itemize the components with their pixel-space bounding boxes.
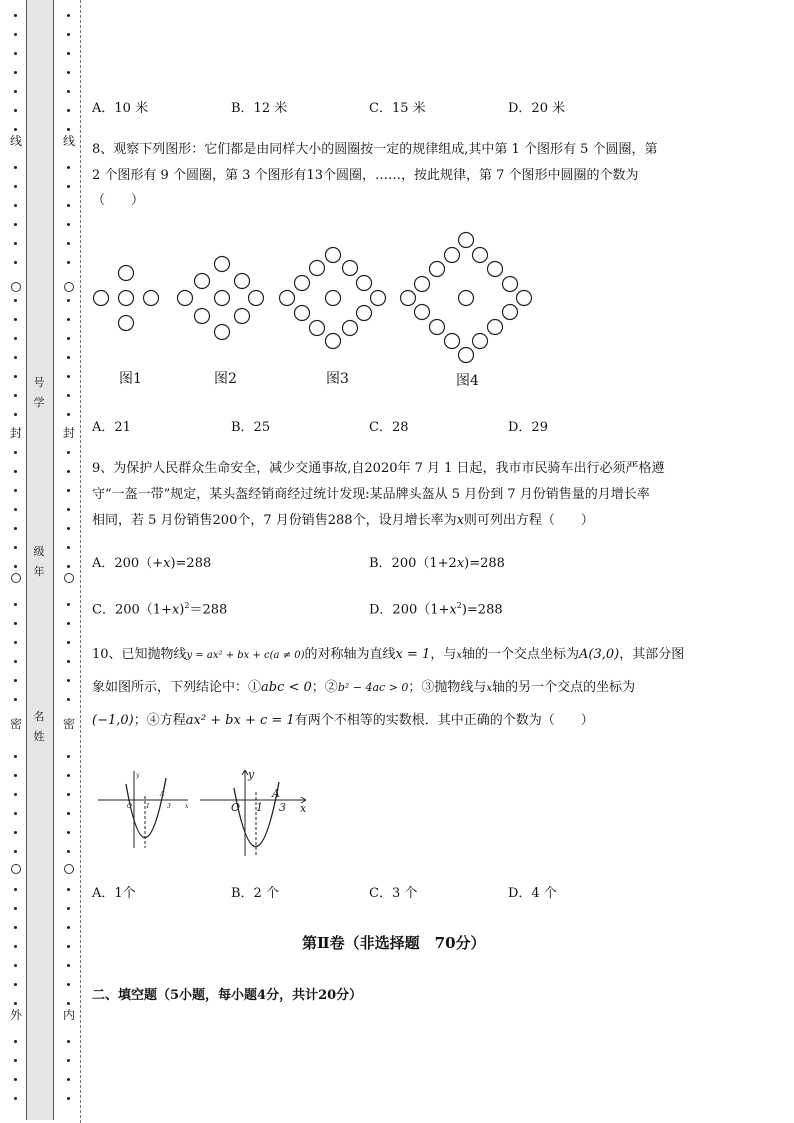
margin-dot: [67, 603, 70, 606]
margin-dot: [14, 90, 17, 93]
tick-3-label: 3: [279, 801, 286, 814]
margin-char-nei: 内: [62, 1008, 75, 1022]
margin-dot: [67, 242, 70, 245]
y-label: y: [248, 768, 255, 781]
x-label: x: [185, 803, 189, 810]
margin-dot: [67, 318, 70, 321]
q9-option-b: B．200（1+2x)=288: [369, 556, 505, 571]
margin-ring: [11, 282, 21, 292]
margin-dot: [67, 166, 70, 169]
margin-char-mi-inner: 密: [62, 717, 75, 731]
margin-dot: [14, 451, 17, 454]
margin-ring: [64, 282, 74, 292]
margin-dot: [67, 907, 70, 910]
margin-dot: [67, 71, 70, 74]
margin-char-wai: 外: [9, 1008, 22, 1022]
q10-stem-line3: (−1,0)；④方程ax² + bx + c = 1有两个不相等的实数根．其中正确的个数为（ ）: [92, 713, 594, 728]
margin-dot: [14, 945, 17, 948]
margin-dot: [67, 508, 70, 511]
q10-parabola-graph-small: [96, 768, 192, 852]
q8-option-c: C．28: [369, 420, 409, 435]
origin-label: O: [231, 801, 241, 814]
q8-option-a: A．21: [92, 420, 131, 435]
margin-dot: [14, 1097, 17, 1100]
q7-option-d: D．20 米: [508, 101, 566, 116]
margin-dot: [14, 964, 17, 967]
grade-label-bottom: 年: [33, 565, 45, 578]
margin-dot: [67, 1059, 70, 1062]
margin-dot: [67, 850, 70, 853]
inner-dot-column: [63, 0, 75, 1123]
margin-ring: [64, 864, 74, 874]
margin-dot: [14, 907, 17, 910]
binding-strip: [26, 0, 54, 1120]
margin-dot: [14, 242, 17, 245]
q8-stem-line3: （ ）: [92, 193, 145, 208]
margin-dot: [14, 888, 17, 891]
q10-option-b: B．2 个: [231, 886, 279, 901]
margin-dot: [14, 223, 17, 226]
margin-dot: [67, 755, 70, 758]
q8-option-b: B．25: [231, 420, 271, 435]
outer-dot-column: [10, 0, 22, 1123]
q8-caption-3: 图3: [326, 371, 349, 387]
margin-dot: [67, 793, 70, 796]
margin-dot: [67, 1097, 70, 1100]
q9-stem-line2: 守“一盔一带”规定，某头盔经销商经过统计发现:某品牌头盔从 5 月份到 7 月份销售量的月增长率: [92, 487, 650, 502]
margin-dot: [67, 33, 70, 36]
pattern-4: [401, 233, 532, 363]
margin-char-xian-inner: 线: [62, 134, 75, 148]
student-id-label-bottom: 学: [33, 396, 45, 409]
margin-dot: [14, 774, 17, 777]
q9-stem-line3: 相同，若 5 月份销售200个，7 月份销售288个，设月增长率为x则可列出方程（ ）: [92, 513, 594, 528]
margin-dot: [14, 546, 17, 549]
margin-dot: [14, 1002, 17, 1005]
margin-dot: [14, 1059, 17, 1062]
margin-dot: [67, 1002, 70, 1005]
margin-ring: [11, 573, 21, 583]
q10-stem-line2: 象如图所示，下列结论中：①abc < 0；②b² − 4ac > 0；③抛物线与x轴的另一个交点的坐标为: [92, 680, 636, 695]
margin-dot: [14, 641, 17, 644]
margin-dot: [67, 413, 70, 416]
margin-dot: [14, 413, 17, 416]
q9-option-c: C．200（1+x)$^2$＝288: [92, 601, 228, 618]
margin-dot: [67, 337, 70, 340]
grade-label-top: 级: [33, 545, 45, 558]
margin-dot: [67, 14, 70, 17]
pattern-3: [280, 248, 386, 349]
margin-dot: [67, 470, 70, 473]
student-id-label-top: 号: [33, 376, 45, 389]
margin-dot: [14, 660, 17, 663]
name-label-top: 名: [33, 710, 45, 723]
tick-1-label: 1: [256, 801, 263, 814]
margin-dot: [14, 1078, 17, 1081]
margin-dot: [14, 52, 17, 55]
margin-dot: [67, 546, 70, 549]
q8-caption-4: 图4: [456, 373, 479, 389]
margin-dot: [67, 964, 70, 967]
margin-dot: [14, 470, 17, 473]
margin-dot: [67, 261, 70, 264]
q10-option-c: C．3 个: [369, 886, 418, 901]
margin-dot: [14, 71, 17, 74]
margin-dot: [67, 356, 70, 359]
margin-dot: [67, 128, 70, 131]
margin-dot: [14, 527, 17, 530]
point-a-label: A: [272, 787, 280, 800]
margin-dot: [67, 774, 70, 777]
margin-dot: [67, 641, 70, 644]
margin-char-mi-outer: 密: [9, 717, 22, 731]
tick-1-label: 1: [146, 803, 150, 810]
margin-dot: [67, 945, 70, 948]
margin-dot: [67, 375, 70, 378]
margin-dot: [14, 698, 17, 701]
margin-dot: [67, 698, 70, 701]
q9-stem-line1: 9、为保护人民群众生命安全，减少交通事故,自2020年 7 月 1 日起，我市市民骑车出行必须严格遵: [92, 461, 665, 476]
section2-heading: 二、填空题（5小题，每小题4分，共计20分）: [92, 988, 363, 1003]
q10-parabola-graph-large: [200, 768, 312, 860]
margin-ring: [11, 864, 21, 874]
margin-dot: [67, 1040, 70, 1043]
margin-dot: [67, 299, 70, 302]
q7-option-b: B．12 米: [231, 101, 288, 116]
x-label: x: [300, 802, 307, 815]
margin-dot: [67, 185, 70, 188]
margin-dot: [67, 888, 70, 891]
margin-dot: [14, 33, 17, 36]
margin-dot: [14, 755, 17, 758]
point-a-label: A: [160, 791, 165, 798]
q8-option-d: D．29: [508, 420, 548, 435]
margin-dot: [14, 185, 17, 188]
origin-label: O: [127, 803, 132, 810]
margin-dot: [14, 603, 17, 606]
margin-dot: [14, 261, 17, 264]
q10-stem-line1: 10、已知抛物线y = ax² + bx + c(a ≠ 0)的对称轴为直线x = 1，与x轴的一个交点坐标为A(3,0)，其部分图: [92, 647, 685, 662]
margin-dot: [14, 166, 17, 169]
margin-dot: [14, 489, 17, 492]
margin-dot: [14, 128, 17, 131]
margin-dot: [14, 679, 17, 682]
margin-dot: [14, 850, 17, 853]
margin-dot: [67, 1078, 70, 1081]
margin-dot: [67, 926, 70, 929]
margin-dot: [14, 508, 17, 511]
tick-3-label: 3: [167, 803, 171, 810]
margin-dot: [14, 565, 17, 568]
margin-dot: [14, 926, 17, 929]
margin-dot: [67, 451, 70, 454]
margin-dot: [67, 527, 70, 530]
margin-dot: [67, 90, 70, 93]
q8-caption-1: 图1: [119, 371, 142, 387]
margin-dot: [14, 14, 17, 17]
margin-char-feng-outer: 封: [9, 426, 22, 440]
q8-circle-patterns-figure: [88, 228, 548, 368]
cut-line: [80, 0, 81, 1123]
margin-dot: [67, 52, 70, 55]
q10-option-d: D．4 个: [508, 886, 557, 901]
margin-dot: [67, 831, 70, 834]
margin-dot: [14, 204, 17, 207]
margin-dot: [67, 660, 70, 663]
name-label-bottom: 姓: [33, 730, 45, 743]
margin-dot: [14, 109, 17, 112]
margin-dot: [67, 565, 70, 568]
q7-option-c: C．15 米: [369, 101, 426, 116]
q8-caption-2: 图2: [214, 371, 237, 387]
margin-dot: [14, 831, 17, 834]
margin-dot: [14, 394, 17, 397]
margin-dot: [67, 109, 70, 112]
pattern-2: [178, 257, 264, 340]
q8-stem-line1: 8、观察下列图形：它们都是由同样大小的圆圈按一定的规律组成,其中第 1 个图形有 5 个圆圈，第: [92, 142, 658, 157]
q9-option-a: A．200（+x)=288: [92, 556, 212, 571]
margin-dot: [14, 983, 17, 986]
margin-dot: [14, 622, 17, 625]
margin-ring: [64, 573, 74, 583]
q7-option-a: A．10 米: [92, 101, 149, 116]
q10-option-a: A．1个: [92, 886, 136, 901]
margin-dot: [67, 622, 70, 625]
margin-dot: [67, 489, 70, 492]
part2-title: 第Ⅱ卷（非选择题 70分）: [302, 934, 486, 952]
margin-dot: [14, 1040, 17, 1043]
margin-dot: [67, 679, 70, 682]
margin-dot: [67, 983, 70, 986]
margin-dot: [14, 299, 17, 302]
margin-char-feng-inner: 封: [62, 426, 75, 440]
margin-dot: [67, 394, 70, 397]
margin-dot: [14, 337, 17, 340]
y-label: y: [136, 772, 140, 779]
margin-dot: [67, 223, 70, 226]
margin-dot: [14, 812, 17, 815]
margin-dot: [67, 204, 70, 207]
margin-dot: [14, 356, 17, 359]
q8-stem-line2: 2 个图形有 9 个圆圈，第 3 个图形有13个圆圈，……，按此规律，第 7 个图形中圆圈的个数为: [92, 168, 639, 183]
margin-dot: [14, 793, 17, 796]
margin-dot: [14, 318, 17, 321]
margin-dot: [14, 375, 17, 378]
q9-option-d: D．$200(1+x^2)=288$: [369, 601, 503, 618]
pattern-1: [94, 266, 159, 331]
margin-char-xian-outer: 线: [9, 134, 22, 148]
margin-dot: [67, 812, 70, 815]
